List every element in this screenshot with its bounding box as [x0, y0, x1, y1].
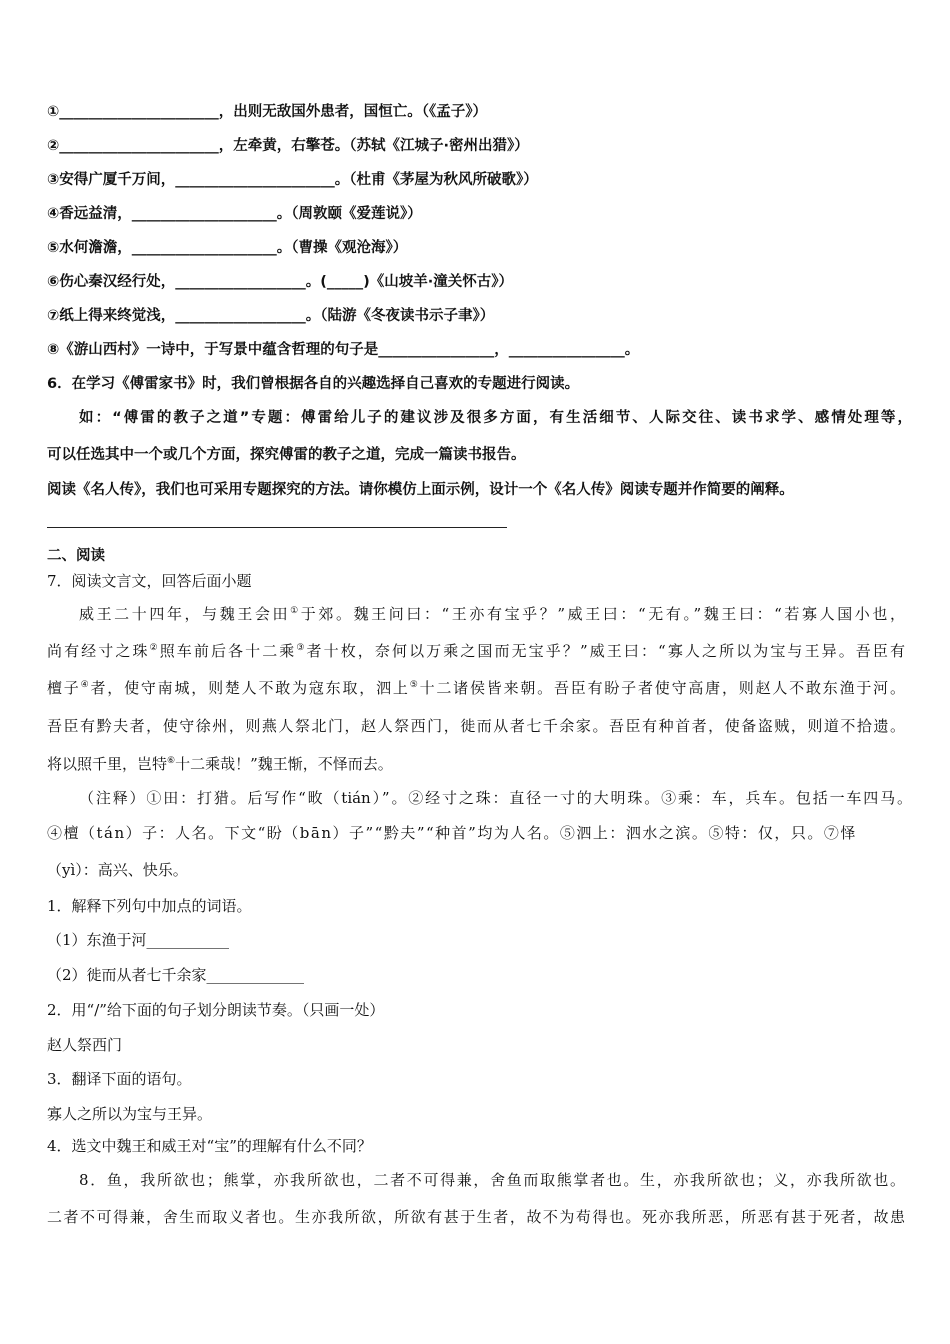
note-mark: ①: [290, 606, 301, 616]
q8-line: 二者不可得兼，舍生而取义者也。生亦我所欲，所欲有甚于生者，故不为苟得也。死亦我所恶，所恶有甚于死者，故患: [47, 1208, 905, 1226]
blank-item-4: ④香远益清，____________________。（周敦颐《爱莲说》）: [47, 206, 422, 222]
answer-line: [47, 527, 507, 528]
blank-item-3: ③安得广厦千万间，______________________。（杜甫《茅屋为秋风所破歌》）: [47, 172, 538, 188]
text: 将以照千里，岂特: [47, 755, 168, 773]
question-1-part-2: （2）徙而从者七千余家_____________: [47, 966, 305, 984]
question-2: 2．用“/”给下面的句子划分朗读节奏。（只画一处）: [47, 1001, 385, 1019]
blank-item-6: ⑥伤心秦汉经行处，__________________。(_____)《山坡羊·潼关怀古》）: [47, 274, 514, 290]
notes-line: （yì）：高兴、快乐。: [47, 861, 188, 879]
text: 檀子: [47, 679, 81, 697]
text: 者，使守南城，则楚人不敢为寇东取，泗上: [90, 679, 410, 697]
blank-item-8: ⑧《游山西村》一诗中，于写景中蕴含哲理的句子是________________，________________。: [47, 342, 640, 358]
passage-line: [47, 604, 905, 624]
note-mark: ④: [80, 680, 91, 690]
note-mark: ⑥: [167, 756, 176, 766]
question-2-sentence: 赵人祭西门: [47, 1036, 123, 1054]
text: 者十枚，奈何以万乘之国而无宝乎？”威王曰：“寡人之所以为宝与王异。吾臣有: [306, 642, 905, 660]
passage-line: [47, 754, 393, 774]
q6-example-line2: 可以任选其中一个或几个方面，探究傅雷的教子之道，完成一篇读书报告。: [47, 447, 526, 463]
passage-line: [47, 678, 905, 698]
blank-item-2: ②______________________，左牵黄，右擎苍。（苏轼《江城子·密州出猎》）: [47, 138, 529, 154]
blank-item-7: ⑦纸上得来终觉浅，__________________。（陆游《冬夜读书示子聿》）: [47, 308, 495, 324]
q6-example-line1: 如：“傅雷的教子之道”专题：傅雷给儿子的建议涉及很多方面，有生活细节、人际交往、读书求学、感情处理等，: [79, 410, 912, 426]
text: 于郊。魏王问曰：“王亦有宝乎？”威王曰：“无有。”魏王曰：“若寡人国小也，: [300, 605, 905, 623]
text: 照车前后各十二乘: [159, 642, 297, 660]
text: 尚有经寸之珠: [47, 642, 150, 660]
note-mark: ③: [296, 643, 307, 653]
blank-item-5: ⑤水何澹澹，____________________。（曹操《观沧海》）: [47, 240, 408, 256]
note-mark: ②: [149, 643, 160, 653]
question-3-sentence: 寡人之所以为宝与王异。: [47, 1105, 213, 1123]
passage-line: [47, 641, 905, 661]
section-heading: 二、阅读: [47, 548, 105, 564]
text: 十二诸侯皆来朝。吾臣有盼子者使守高唐，则赵人不敢东渔于河。: [419, 679, 905, 697]
text: 十二乘哉！”魏王惭，不怿而去。: [175, 755, 393, 773]
question-1: 1．解释下列句中加点的词语。: [47, 897, 252, 915]
question-1-part-1: （1）东渔于河___________: [47, 931, 230, 949]
q8-line: 8．鱼，我所欲也；熊掌，亦我所欲也，二者不可得兼，舍鱼而取熊掌者也。生，亦我所欲也；义，亦我所欲也。: [79, 1171, 905, 1189]
question-3: 3．翻译下面的语句。: [47, 1070, 192, 1088]
text: 吾臣有黔夫者，使守徐州，则燕人祭北门，赵人祭西门，徙而从者七千余家。吾臣有种首者，使备盗贼，则道不拾遗。: [47, 717, 905, 735]
blank-item-1: ①______________________，出则无敌国外患者，国恒亡。（《孟子》）: [47, 104, 488, 120]
passage-line: [47, 716, 905, 736]
note-mark: ⑤: [409, 680, 420, 690]
q6-title: 6．在学习《傅雷家书》时，我们曾根据各自的兴趣选择自己喜欢的专题进行阅读。: [47, 376, 580, 392]
notes-line: （注释）①田：打猎。后写作“畋（tián）”。②经寸之珠：直径一寸的大明珠。③乘：车，兵车。包括一车四马。: [79, 789, 912, 807]
text: 威王二十四年，与魏王会田: [79, 605, 291, 623]
q6-prompt: 阅读《名人传》，我们也可采用专题探究的方法。请你模仿上面示例，设计一个《名人传》阅读专题并作简要的阐释。: [47, 482, 794, 498]
question-4: 4．选文中魏王和威王对“宝”的理解有什么不同？: [47, 1137, 372, 1155]
notes-line: ④檀（tán）子：人名。下文“盼（bān）子”“黔夫”“种首”均为人名。⑤泗上：泗水之滨。⑤特：仅，只。⑦怿: [47, 824, 857, 842]
q7-title: 7．阅读文言文，回答后面小题: [47, 572, 252, 590]
